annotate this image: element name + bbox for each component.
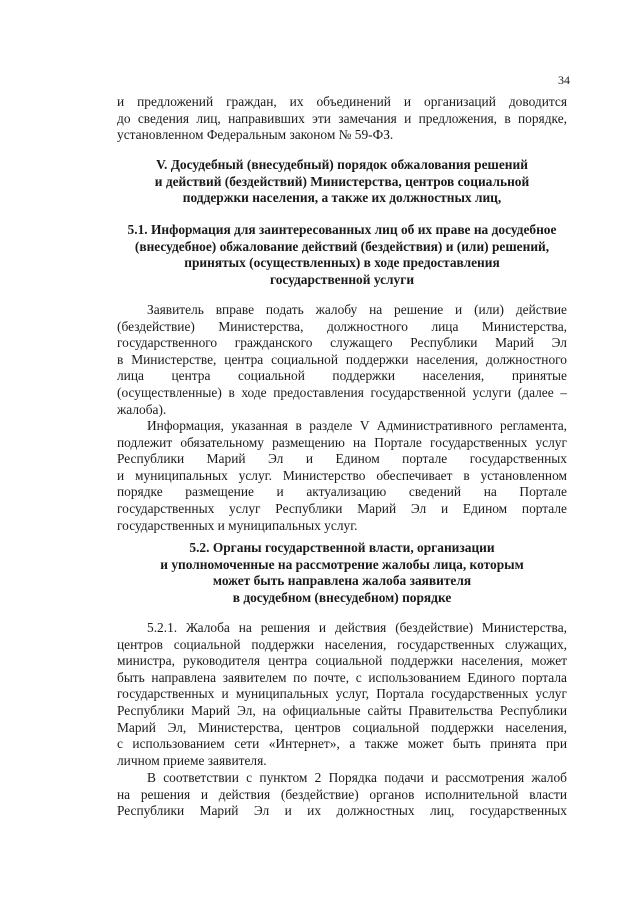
section-5-2-paragraph-2 [117, 770, 567, 820]
section-5-heading [117, 157, 567, 207]
heading-line: в досудебном (внесудебном) порядке [232, 589, 452, 605]
text-line: и предложений граждан, их объединений и организаций доводится [117, 94, 567, 109]
text-line: Республики Марий Эл, на официальные сайты Правительства Республики [117, 702, 567, 718]
heading-line: 5.2. Органы государственной власти, организации [189, 540, 495, 555]
heading-line: 5.1. Информация для заинтересованных лиц об их праве на досудебное [127, 222, 557, 237]
text-line: подлежит обязательному размещению на Портале государственных услуг [117, 434, 567, 450]
text-line: на решения и действия (бездействие) органов исполнительной власти [117, 786, 567, 802]
text-line: жалоба). [117, 401, 167, 417]
intro-paragraph [117, 94, 567, 144]
text-line: Республики Марий Эл и их должностных лиц, государственных [117, 803, 567, 819]
text-line: 5.2.1. Жалоба на решения и действия (бездействие) Министерства, [147, 620, 567, 635]
section-5-1-paragraph-2 [117, 418, 567, 534]
text-line: (бездействие) Министерства, должностного лица Министерства, [117, 318, 567, 334]
text-line: министра, руководителя центра социальной поддержки населения, может [117, 653, 567, 669]
text-line: и муниципальных услуг. Министерство обеспечивает в установленном [117, 467, 567, 483]
text-line: личном приеме заявителя. [117, 752, 267, 768]
text-line: центров социальной поддержки населения, государственных служащих, [117, 636, 567, 652]
text-line: Республики Марий Эл и Едином портале государственных [117, 451, 567, 467]
text-line: государственного гражданского служащего Республики Марий Эл [117, 335, 567, 351]
heading-line: поддержки населения, а также их должностных лиц, [182, 190, 502, 206]
text-line: Марий Эл, Министерства, центров социальной поддержки населения, [117, 719, 567, 735]
heading-line: и уполномоченные на рассмотрение жалобы лица, которым [160, 556, 524, 572]
text-line: быть направлена заявителем по почте, с использованием Единого портала [117, 669, 567, 685]
heading-line: V. Досудебный (внесудебный) порядок обжалования решений [156, 157, 528, 172]
text-line: порядке размещение и актуализацию сведений на Портале [117, 484, 567, 500]
text-line: Информация, указанная в разделе V Административного регламента, [147, 418, 567, 433]
text-line: до сведения лиц, направивших эти замечания и предложения, в порядке, [117, 110, 567, 126]
text-line: (осуществленные) в ходе предоставления государственной услуги (далее – [117, 384, 567, 400]
text-line: с использованием сети «Интернет», а также может быть принята при [117, 736, 567, 752]
heading-line: может быть направлена жалоба заявителя [212, 573, 472, 589]
text-line: в Министерстве, центра социальной поддержки населения, должностного [117, 351, 567, 367]
text-line: лица центра социальной поддержки населения, принятые [117, 368, 567, 384]
section-5-1-paragraph-1 [117, 302, 567, 418]
heading-line: государственной услуги [269, 271, 415, 287]
text-line: установленном Федеральным законом № 59-ФЗ. [117, 127, 394, 143]
section-5-1-heading [117, 222, 567, 288]
section-5-2-heading [117, 540, 567, 606]
text-line: В соответствии с пунктом 2 Порядка подачи и рассмотрения жалоб [147, 770, 567, 785]
section-5-2-paragraph-1 [117, 620, 567, 769]
text-line: государственных и муниципальных услуг, Портала государственных услуг [117, 686, 567, 702]
text-line: государственных и муниципальных услуг. [117, 517, 358, 533]
heading-line: и действий (бездействий) Министерства, центров социальной [154, 173, 530, 189]
heading-line: принятых (осуществленных) в ходе предоставления [184, 255, 500, 271]
heading-line: (внесудебное) обжалование действий (бездействия) и (или) решений, [134, 238, 550, 254]
text-line: Заявитель вправе подать жалобу на решение и (или) действие [147, 302, 567, 317]
page-number: 34 [558, 73, 570, 87]
text-line: государственных услуг Республики Марий Эл и Едином портале [117, 500, 567, 516]
